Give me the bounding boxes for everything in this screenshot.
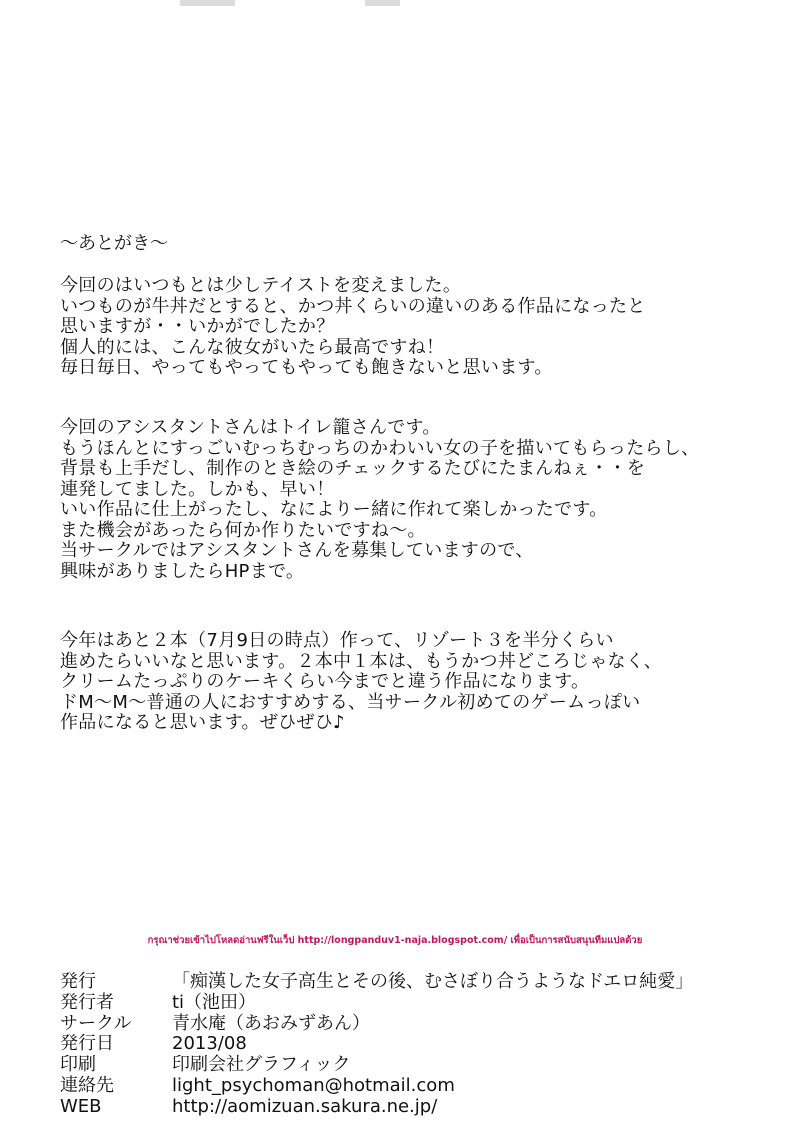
afterword-paragraph [60, 418, 699, 582]
colophon-row [60, 1034, 693, 1055]
colophon-key: 発行者 [60, 991, 114, 1013]
text-line: 当サークルではアシスタントさんを募集していますので、 [60, 540, 534, 561]
colophon-row [60, 1055, 693, 1076]
colophon-value: http://aomizuan.sakura.ne.jp/ [172, 1095, 438, 1117]
text-line: また機会があったら何か作りたいですね〜。 [60, 519, 426, 541]
colophon-row [60, 1076, 693, 1097]
colophon-row [60, 1097, 693, 1118]
text-line: 今回のはいつもとは少しテイストを変えました。 [60, 275, 462, 296]
scanlation-credit: กรุณาช่วยเข้าไปโหลดอ่านฟรีในเว็ป http://longpanduv1-naja.blogspot.com/ เพื่อเป็นการสนับสนุนทีมแปลด้วย [147, 935, 643, 946]
text-line: 作品になると思います。ぜひぜひ♪ [60, 712, 345, 733]
colophon-value: 2013/08 [172, 1033, 247, 1055]
colophon-key: 連絡先 [60, 1074, 114, 1096]
text-line: いつものが牛丼だとすると、かつ丼くらいの違いのある作品になったと [60, 295, 646, 317]
colophon-row [60, 972, 693, 993]
text-line: 進めたらいいなと思います。２本中１本は、もうかつ丼どころじゃなく、 [60, 650, 663, 672]
colophon-key: サークル [60, 1012, 132, 1034]
colophon-key: WEB [60, 1095, 102, 1117]
colophon-value: 印刷会社グラフィック [172, 1054, 351, 1076]
text-line: 今回のアシスタントさんはトイレ籠さんです。 [60, 417, 441, 438]
text-line: 今年はあと２本（7月9日の時点）作って、リゾート３を半分くらい [60, 630, 614, 651]
colophon-value: 「痴漢した女子高生とその後、むさぼり合うようなドエロ純愛」 [172, 971, 694, 992]
colophon-row [60, 993, 693, 1014]
colophon-key: 印刷 [60, 1054, 96, 1076]
text-line: 興味がありましたらHPまで。 [60, 560, 305, 582]
colophon-key: 発行日 [60, 1033, 114, 1055]
colophon-value: 青水庵（あおみずあん） [172, 1012, 370, 1034]
text-line: 思いますが・・いかがでしたか？ [60, 316, 335, 337]
colophon-table [60, 972, 693, 1118]
top-edge-mark [365, 0, 400, 6]
text-line: ドM〜M〜普通の人におすすめする、当サークル初めてのゲームっぽい [60, 691, 641, 713]
top-edge-mark [180, 0, 235, 6]
afterword-paragraph [60, 276, 646, 379]
text-line: もうほんとにすっごいむっちむっちのかわいい女の子を描いてもらったらし、 [60, 437, 700, 459]
text-line: 個人的には、こんな彼女がいたら最高ですね！ [60, 336, 445, 358]
colophon-row [60, 1014, 693, 1035]
text-line: いい作品に仕上がったし、なによりー緒に作れて楽しかったです。 [60, 499, 608, 520]
colophon-value: light_psychoman@hotmail.com [172, 1074, 455, 1096]
text-line: 連発してました。しかも、早い！ [60, 478, 335, 500]
colophon-key: 発行 [60, 971, 96, 992]
text-line: 背景も上手だし、制作のとき絵のチェックするたびにたまんねぇ・・を [60, 458, 646, 479]
colophon-value: ti（池田） [172, 991, 257, 1013]
afterword-paragraph [60, 631, 662, 734]
text-line: クリームたっぷりのケーキくらい今までと違う作品になります。 [60, 671, 590, 692]
text-line: 毎日毎日、やってもやってもやっても飽きないと思います。 [60, 357, 553, 378]
afterword-heading: 〜あとがき〜 [60, 233, 168, 254]
